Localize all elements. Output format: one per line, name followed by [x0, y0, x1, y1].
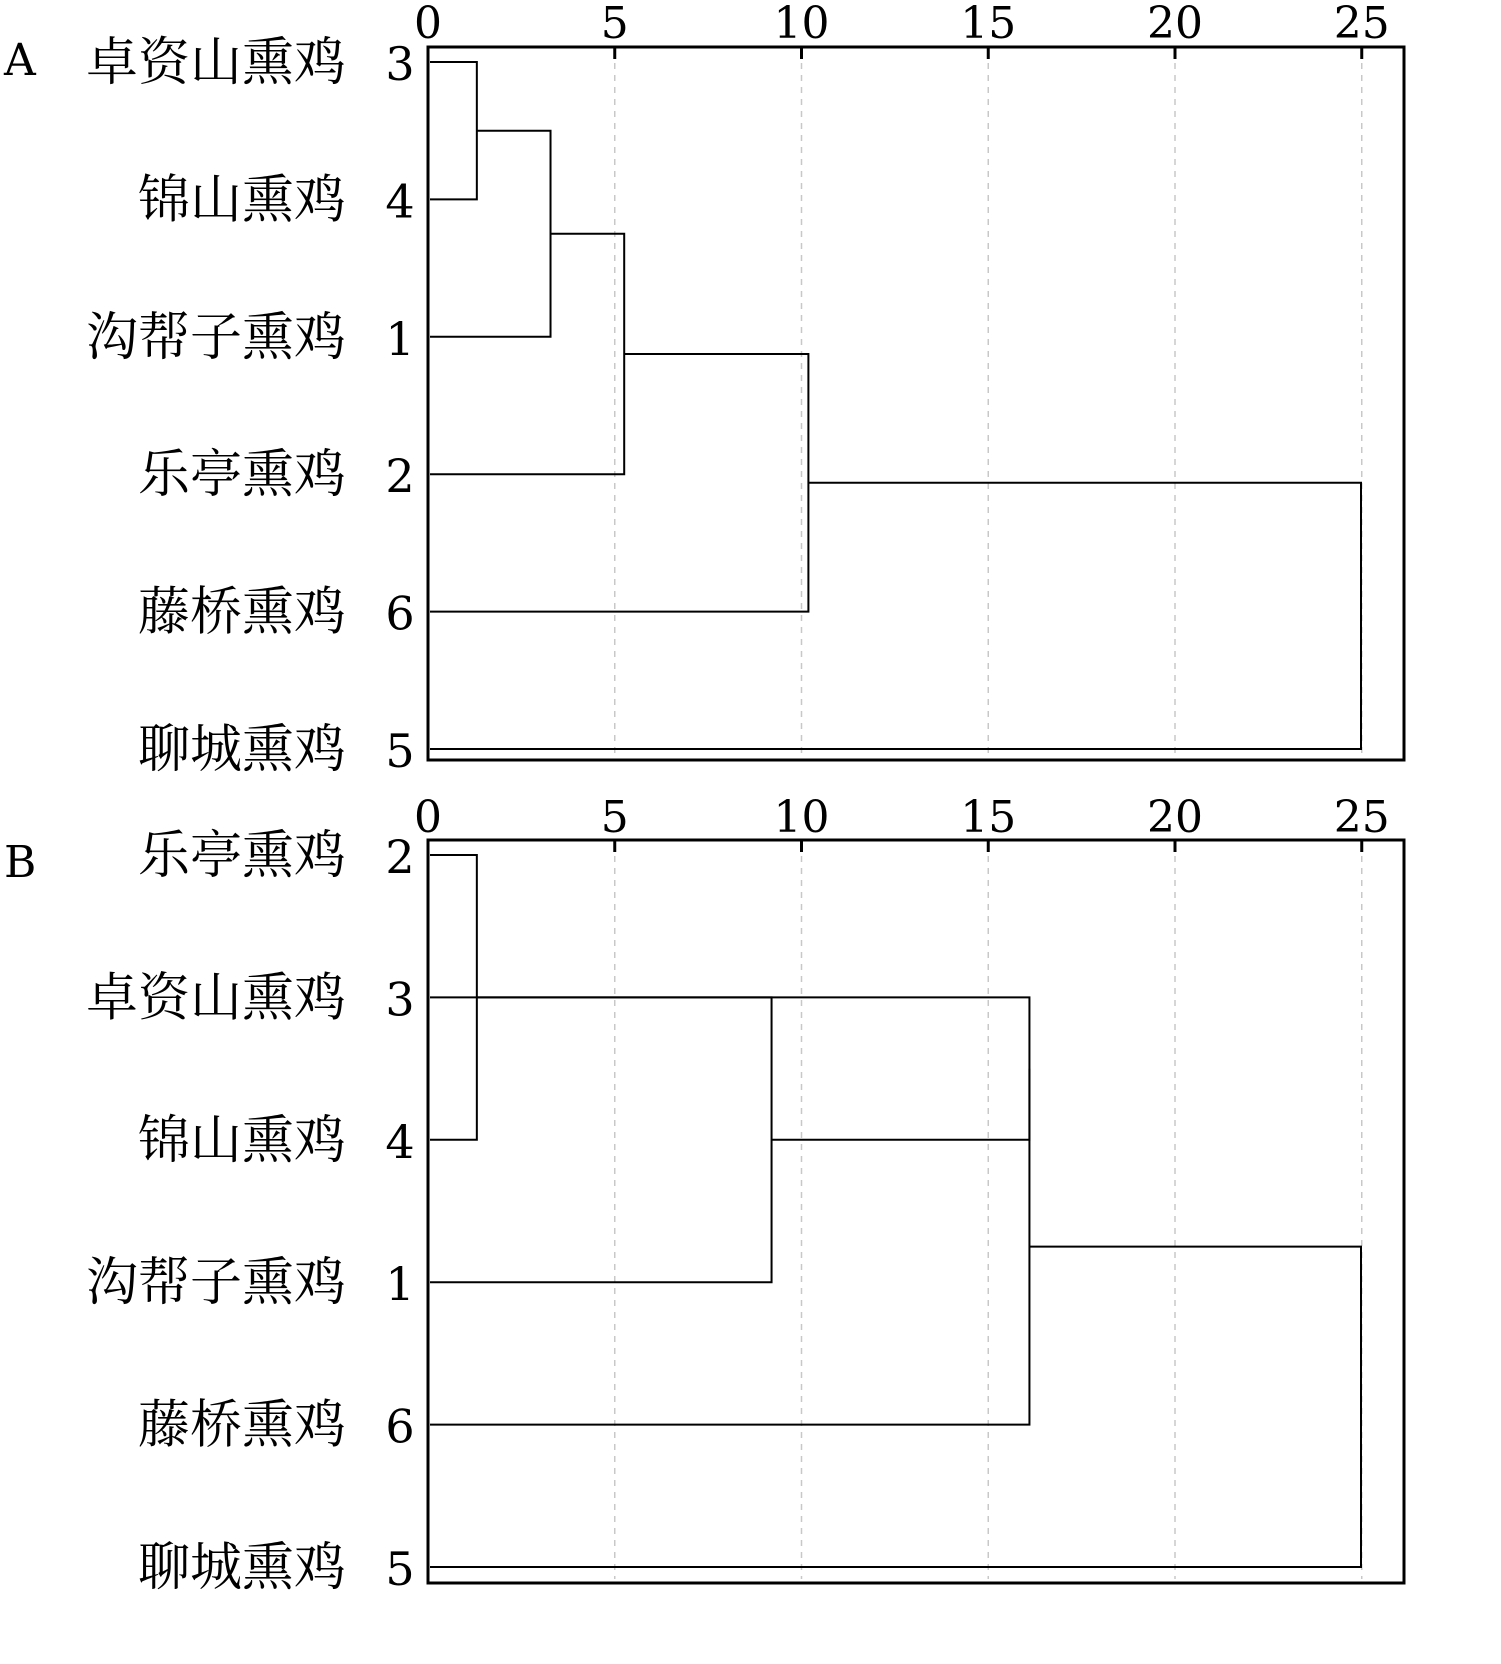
leaf-id-label: 2 [385, 449, 415, 504]
leaf-name-label: 卓资山熏鸡 [85, 968, 346, 1029]
leaf-id-label: 6 [385, 586, 415, 641]
leaf-id-label: 5 [385, 724, 415, 778]
leaf-id-label: 2 [385, 830, 415, 884]
leaf-id-label: 6 [385, 1399, 415, 1454]
x-tick-label: 5 [600, 0, 629, 49]
leaf-id-label: 1 [385, 311, 415, 366]
leaf-name-label: 聊城熏鸡 [137, 720, 346, 780]
leaf-name-label: 沟帮子熏鸡 [85, 307, 346, 368]
dendrogram-link [430, 62, 477, 199]
x-tick-label: 25 [1333, 0, 1390, 49]
dendrogram-link [430, 354, 808, 612]
panel-label: A [4, 35, 36, 86]
x-tick-label: 20 [1147, 792, 1203, 843]
leaf-name-label: 乐亭熏鸡 [137, 826, 346, 886]
leaf-name-label: 乐亭熏鸡 [137, 445, 346, 506]
plot-frame [428, 840, 1404, 1583]
dendrogram-link [430, 234, 624, 474]
x-tick-label: 5 [600, 792, 629, 843]
leaf-name-label: 藤桥熏鸡 [137, 582, 346, 643]
dendrogram-link [430, 997, 772, 1282]
leaf-id-label: 5 [385, 1542, 415, 1596]
leaf-id-label: 1 [385, 1257, 415, 1312]
leaf-name-label: 藤桥熏鸡 [137, 1395, 346, 1456]
leaf-name-label: 锦山熏鸡 [137, 170, 346, 231]
dendrogram-link [430, 483, 1361, 749]
plot-frame [428, 47, 1404, 760]
x-tick-label: 20 [1147, 0, 1203, 49]
x-tick-label: 15 [960, 0, 1017, 49]
leaf-name-label: 沟帮子熏鸡 [85, 1253, 346, 1314]
leaf-id-label: 3 [385, 37, 415, 91]
leaf-name-label: 聊城熏鸡 [137, 1538, 346, 1598]
x-tick-label: 0 [414, 0, 442, 49]
leaf-id-label: 4 [385, 174, 415, 229]
panel-label: B [4, 837, 37, 888]
x-tick-label: 10 [773, 792, 830, 843]
x-tick-label: 15 [960, 792, 1017, 843]
leaf-id-label: 3 [385, 972, 415, 1027]
dendrogram-link [430, 1247, 1361, 1567]
leaf-name-label: 锦山熏鸡 [137, 1110, 346, 1171]
dendrogram-link [477, 997, 1030, 1139]
x-tick-label: 10 [773, 0, 830, 49]
x-tick-label: 25 [1333, 792, 1390, 843]
dendrogram-link [430, 1069, 1029, 1425]
leaf-id-label: 4 [385, 1114, 415, 1169]
dendrogram-link [430, 131, 551, 337]
x-tick-label: 0 [414, 792, 442, 843]
leaf-name-label: 卓资山熏鸡 [85, 33, 346, 93]
